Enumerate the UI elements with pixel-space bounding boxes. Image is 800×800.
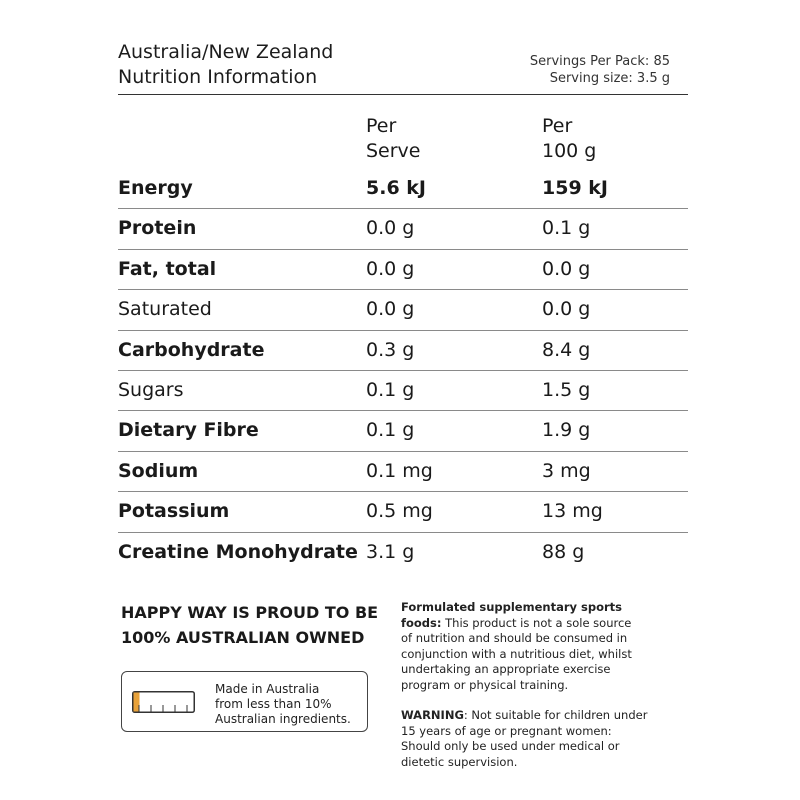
per-100g-value: 13 mg [542, 500, 603, 523]
per-serve-value: 0.5 mg [366, 500, 433, 523]
panel-title [118, 40, 333, 90]
formulated-line-2-text: This product is not a sole source [441, 615, 632, 630]
per-100g-value: 159 kJ [542, 177, 608, 199]
per-100g-header-line-2: 100 g [542, 140, 597, 162]
table-row [118, 451, 688, 491]
formulated-bold-line: Formulated supplementary sports [401, 600, 622, 614]
nutrient-name: Sodium [118, 459, 199, 482]
nutrient-name: Fat, total [118, 257, 217, 280]
proud-line-2: 100% AUSTRALIAN OWNED [121, 628, 365, 647]
table-row [118, 289, 688, 329]
per-100g-value: 0.0 g [542, 257, 591, 280]
per-serve-header-line-1: Per [366, 115, 397, 137]
per-100g-header [542, 114, 596, 164]
made-in-line-3: Australian ingredients. [215, 712, 351, 726]
table-row [118, 410, 688, 450]
formulated-line-2 [401, 616, 661, 632]
title-line-2: Nutrition Information [118, 66, 318, 88]
per-100g-value: 1.9 g [542, 419, 591, 442]
header-divider [118, 94, 688, 95]
per-100g-value: 0.1 g [542, 217, 591, 240]
warning-line-1-text: : Not suitable for children under [463, 708, 648, 722]
australian-owned-statement [121, 600, 378, 650]
per-100g-value: 0.0 g [542, 298, 591, 321]
per-serve-value: 0.0 g [366, 298, 415, 321]
nutrient-name: Carbohydrate [118, 338, 265, 361]
per-serve-value: 5.6 kJ [366, 177, 426, 199]
title-line-1: Australia/New Zealand [118, 41, 334, 63]
table-row [118, 491, 688, 531]
per-serve-value: 0.0 g [366, 217, 415, 240]
warning-line-1 [401, 708, 661, 724]
formulated-statement [401, 600, 661, 694]
warning-label: WARNING [401, 708, 464, 722]
table-row [118, 330, 688, 370]
ingredient-bar-icon [132, 691, 195, 713]
per-serve-value: 0.0 g [366, 257, 415, 280]
formulated-line-3: of nutrition and should be consumed in [401, 631, 628, 646]
warning-line-2: 15 years of age or pregnant women: [401, 723, 612, 738]
proud-line-1: HAPPY WAY IS PROUD TO BE [121, 603, 379, 622]
servings-per-pack: Servings Per Pack: 85 [529, 54, 670, 69]
made-in-australia-label [121, 671, 368, 732]
per-serve-value: 0.1 g [366, 419, 415, 442]
nutrient-name: Energy [118, 177, 193, 199]
per-100g-header-line-1: Per [542, 115, 573, 137]
table-row [118, 370, 688, 410]
serving-size: Serving size: 3.5 g [549, 71, 670, 86]
nutrient-name: Protein [118, 217, 197, 240]
nutrient-name: Saturated [118, 298, 212, 321]
per-100g-value: 1.5 g [542, 378, 591, 401]
nutrient-name: Sugars [118, 378, 184, 401]
table-row [118, 249, 688, 289]
per-100g-value: 3 mg [542, 459, 591, 482]
formulated-line-4: conjunction with a nutritious diet, whilst [401, 646, 632, 661]
per-serve-value: 3.1 g [366, 540, 415, 563]
made-in-line-2: from less than 10% [215, 697, 332, 711]
warning-statement [401, 708, 661, 770]
nutrition-table [118, 169, 688, 572]
per-100g-value: 88 g [542, 540, 585, 563]
per-serve-value: 0.1 mg [366, 459, 433, 482]
warning-line-3: Should only be used under medical or [401, 739, 620, 754]
formulated-line-6: program or physical training. [401, 677, 569, 692]
per-serve-value: 0.3 g [366, 338, 415, 361]
table-row [118, 208, 688, 248]
per-100g-value: 8.4 g [542, 338, 591, 361]
per-serve-value: 0.1 g [366, 378, 415, 401]
made-in-line-1: Made in Australia [215, 682, 320, 696]
formulated-line-5: undertaking an appropriate exercise [401, 662, 611, 677]
per-serve-header [366, 114, 421, 164]
warning-line-4: dietetic supervision. [401, 754, 518, 769]
nutrient-name: Dietary Fibre [118, 419, 259, 442]
nutrient-name: Creatine Monohydrate [118, 540, 358, 563]
servings-info [530, 53, 670, 87]
nutrient-name: Potassium [118, 500, 230, 523]
table-row [118, 169, 688, 208]
per-serve-header-line-2: Serve [366, 140, 421, 162]
made-in-text [215, 682, 351, 727]
table-row [118, 532, 688, 572]
formulated-bold-label: foods: [401, 615, 442, 630]
